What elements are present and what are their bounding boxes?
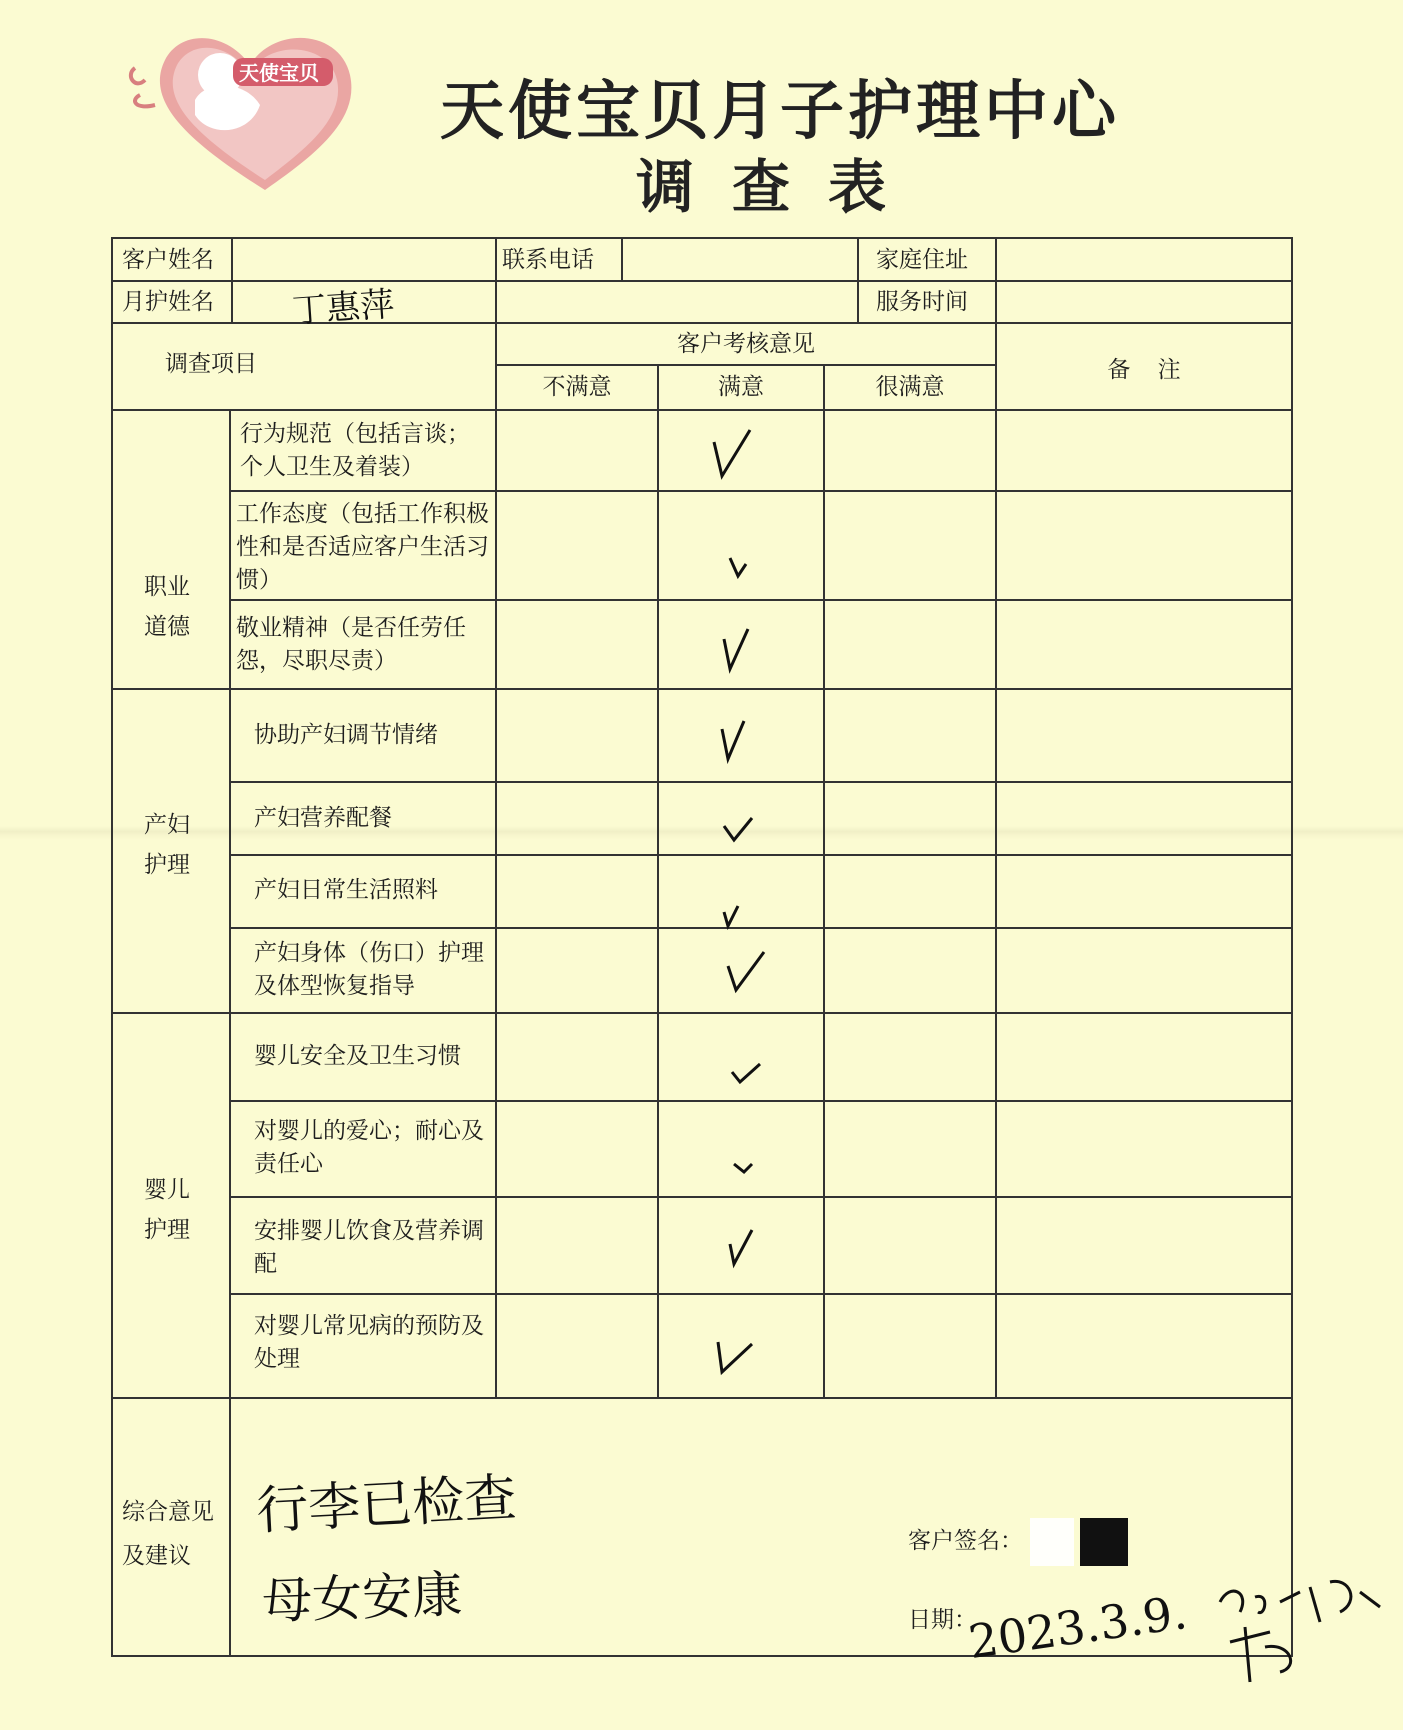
nurse-name-label: 月护姓名	[122, 289, 214, 315]
item-infant-illness: 对婴儿常见病的预防及处理	[254, 1313, 484, 1372]
item-infant-love: 对婴儿的爱心；耐心及责任心	[254, 1118, 484, 1177]
angel-heart-logo	[125, 20, 385, 205]
check-mark-icon	[720, 810, 766, 862]
item-daily-care: 产妇日常生活照料	[254, 877, 438, 903]
center-title: 天使宝贝月子护理中心	[440, 74, 1120, 149]
item-mood-regulation: 协助产妇调节情绪	[254, 722, 438, 748]
check-mark-icon	[724, 548, 770, 600]
item-nutrition-meals: 产妇营养配餐	[254, 805, 392, 831]
paper-fold-line	[0, 826, 1403, 840]
check-mark-icon	[710, 428, 756, 480]
phone-label: 联系电话	[502, 247, 594, 273]
check-mark-icon	[716, 717, 762, 769]
check-mark-icon	[730, 1150, 776, 1202]
option-satisfied-header: 满意	[718, 374, 764, 400]
category-professional-ethics: 职业道德	[144, 574, 190, 640]
customer-name-label: 客户姓名	[122, 247, 214, 273]
category-infant-care: 婴儿护理	[144, 1177, 190, 1243]
check-mark-icon	[712, 1330, 758, 1382]
item-infant-safety: 婴儿安全及卫生习惯	[254, 1043, 461, 1069]
item-body-recovery: 产妇身体（伤口）护理及体型恢复指导	[254, 940, 484, 999]
logo-text: 天使宝贝	[239, 61, 319, 85]
item-behavior-norms: 行为规范（包括言谈；个人卫生及着装）	[240, 421, 470, 480]
service-time-label: 服务时间	[876, 289, 968, 315]
survey-item-header: 调查项目	[165, 351, 257, 377]
check-mark-icon	[728, 1052, 774, 1104]
nurse-name-handwriting: 丁惠萍	[290, 284, 396, 332]
item-infant-feeding: 安排婴儿饮食及营养调配	[254, 1218, 484, 1277]
check-mark-icon	[718, 898, 764, 950]
option-very-satisfied-header: 很满意	[875, 374, 945, 400]
form-title: 调查表	[635, 153, 924, 221]
address-label: 家庭住址	[876, 247, 968, 273]
opinion-handwriting-line2: 母女安康	[261, 1565, 464, 1631]
check-mark-icon	[724, 1228, 770, 1280]
item-work-attitude: 工作态度（包括工作积极性和是否适应客户生活习惯）	[236, 501, 489, 593]
remarks-header: 备 注	[1107, 357, 1181, 383]
redacted-signature-white	[1030, 1518, 1074, 1566]
handwritten-scribble-icon	[1210, 1572, 1400, 1692]
overall-opinion-label: 综合意见及建议	[122, 1499, 214, 1569]
opinion-group-header: 客户考核意见	[677, 331, 815, 357]
redacted-signature-black	[1080, 1518, 1128, 1566]
item-dedication: 敬业精神（是否任劳任怨，尽职尽责）	[236, 615, 466, 674]
customer-signature-label: 客户签名：	[908, 1528, 1023, 1554]
date-handwriting: 2023.3.9.	[965, 1584, 1191, 1670]
opinion-handwriting-line1: 行李已检查	[254, 1468, 518, 1542]
category-maternal-care: 产妇护理	[144, 812, 190, 878]
check-mark-icon	[724, 950, 770, 1002]
date-label: 日期：	[908, 1607, 977, 1633]
option-unsatisfied-header: 不满意	[542, 374, 612, 400]
check-mark-icon	[718, 625, 764, 677]
